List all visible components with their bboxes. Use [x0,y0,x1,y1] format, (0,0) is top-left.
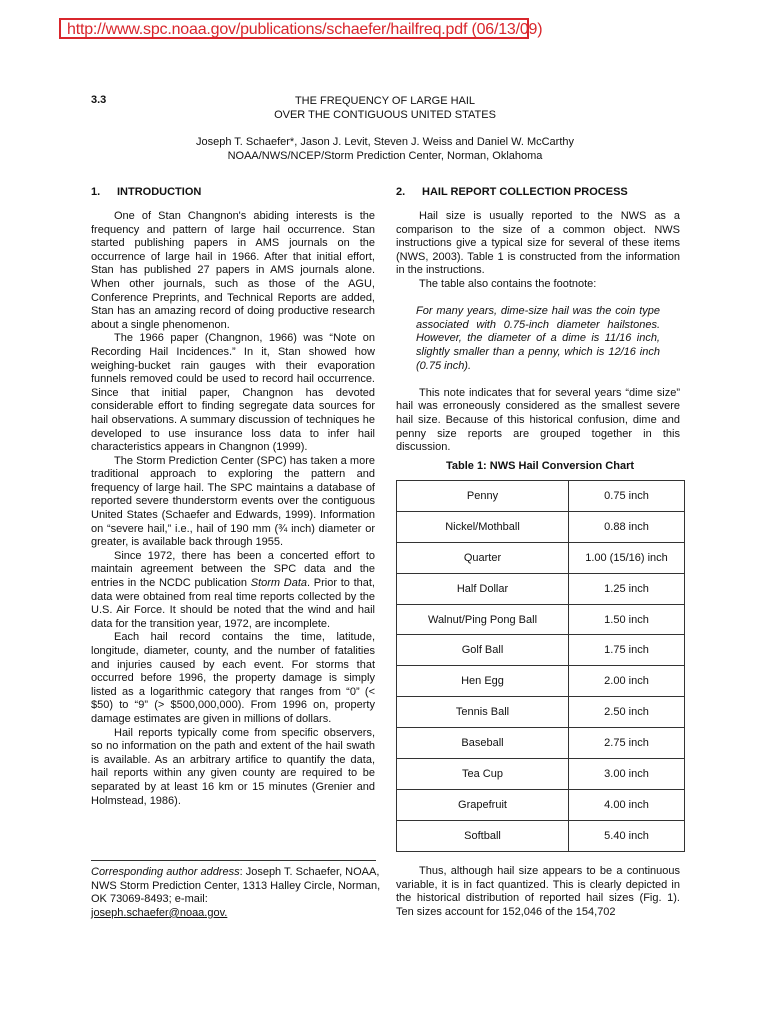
right-column-upper [396,210,680,455]
hail-object-cell: Walnut/Ping Pong Ball [397,604,569,635]
author-email-link[interactable]: joseph.schaefer@noaa.gov. [91,906,228,919]
hail-size-cell: 2.75 inch [569,728,685,759]
hail-size-cell: 0.88 inch [569,511,685,542]
intro-paragraph-6: Hail reports typically come from specific observers, so no information on the path and extent of the hail swath is available. As an arbitrary artifice to quantify the data, hail reports within any given county are required to be separated by at least 16 km or 15 minutes (Grenier and Holmstead, 1986). [91,726,375,807]
intro-paragraph-3: The Storm Prediction Center (SPC) has taken a more traditional approach to exploring the pattern and frequency of large hail. The SPC maintains a database of reported severe thunderstorm events over the contiguous United States (Schaefer and Edwards, 1999). Information on “severe hail,” i.e., hail of 190 mm (¾ inch) diameter or greater, is available back through 1955. [91,454,375,549]
author-affiliation: NOAA/NWS/NCEP/Storm Prediction Center, Norman, Oklahoma [227,150,543,162]
hail-object-cell: Hen Egg [397,666,569,697]
table-caption: Table 1: NWS Hail Conversion Chart [445,460,635,472]
collection-paragraph-4: Thus, although hail size appears to be a continuous variable, it is in fact quantized. This is clearly depicted in the historical distribution of reported hail sizes (Fig. 1). Ten sizes account for 152,046 of the 154,702 [396,865,680,918]
hail-object-cell: Tea Cup [397,759,569,790]
table-row [397,511,685,542]
hail-object-cell: Baseball [397,728,569,759]
paper-number: 3.3 [91,94,107,106]
collection-paragraph-3: This note indicates that for several years “dime size” hail was erroneously considered as the smallest severe hail size. Because of this historical confusion, dime and penny size reports are grouped together in this discussion. [396,386,680,454]
hail-size-cell: 4.00 inch [569,789,685,820]
url-stamp: http://www.spc.noaa.gov/publications/schaefer/hailfreq.pdf (06/13/09) [59,18,529,39]
intro-p4-end: . Prior to that, data were obtained from real time reports collected by the U.S. Air Force. It should be noted that the wind and hail data for the transition year, 1972, are incomplete. [91,577,375,630]
right-column-lower [396,865,680,919]
storm-data-italic: Storm Data [250,577,308,590]
intro-paragraph-4 [91,550,375,632]
table-row [397,573,685,604]
table-row [397,728,685,759]
footnote-quote: For many years, dime-size hail was the coin type associated with 0.75-inch diameter hailstones. However, the diameter of a dime is 11/16 inch, slightly smaller than a penny, which is 12/16 inch (0.75 inch). [416,305,660,372]
hail-object-cell: Penny [397,481,569,512]
hail-object-cell: Quarter [397,542,569,573]
table-row [397,604,685,635]
author-names: Joseph T. Schaefer*, Jason J. Levit, Steven J. Weiss and Daniel W. McCarthy [195,136,575,148]
section-2-number: 2. [396,186,406,198]
footnote-text: : Joseph T. Schaefer, NOAA, NWS Storm Prediction Center, 1313 Halley Circle, Norman, OK 73069-8493; e-mail: [91,866,381,906]
left-column [91,210,375,808]
hail-size-cell: 1.50 inch [569,604,685,635]
hail-object-cell: Golf Ball [397,635,569,666]
hail-object-cell: Nickel/Mothball [397,511,569,542]
table-row [397,635,685,666]
table-row [397,789,685,820]
hail-size-cell: 1.00 (15/16) inch [569,542,685,573]
footnote-divider [91,860,376,861]
intro-paragraph-1: One of Stan Changnon's abiding interests is the frequency and pattern of large hail occurrence. Stan started publishing papers in AMS journals on the occurrence of large hail in 1966. After that initial effort, Stan has published 27 papers in AMS journals alone. When other journals, such as those of the AGU, Conference Preprints, and Technical Reports are added, Stan has an amazing record of doing productive research about a single phenomenon. [91,210,375,331]
section-2-heading [396,186,628,198]
section-1-title: INTRODUCTION [117,186,202,198]
hail-size-cell: 2.50 inch [569,697,685,728]
title-line-2: OVER THE CONTIGUOUS UNITED STATES [274,109,496,121]
collection-paragraph-2: The table also contains the footnote: [419,277,597,290]
section-1-number: 1. [91,186,101,198]
hail-size-cell: 1.25 inch [569,573,685,604]
footnote-lead: Corresponding author address [91,866,240,878]
hail-size-cell: 2.00 inch [569,666,685,697]
table-row [397,542,685,573]
hail-object-cell: Half Dollar [397,573,569,604]
table-row [397,666,685,697]
footnote [91,866,391,920]
hail-object-cell: Softball [397,820,569,851]
table-row [397,697,685,728]
hail-size-cell: 3.00 inch [569,759,685,790]
table-row [397,481,685,512]
hail-size-cell: 0.75 inch [569,481,685,512]
table-row [397,820,685,851]
title-line-1: THE FREQUENCY OF LARGE HAIL [294,95,476,107]
table-row [397,759,685,790]
intro-paragraph-5: Each hail record contains the time, latitude, longitude, diameter, county, and the number of fatalities and injuries caused by each event. For storms that occurred before 1996, the property damage is simply listed as a logarithmic category that ranges from “0” (< $50) to “9” (> $500,000,000). From 1996 on, property damage estimates are given in millions of dollars. [91,631,375,725]
paper-title [180,94,590,122]
hail-object-cell: Tennis Ball [397,697,569,728]
intro-paragraph-2: The 1966 paper (Changnon, 1966) was “Note on Recording Hail Incidences.” In it, Stan showed how weighing-bucket rain gauges with their evaporation funnels removed could be used to record hail occurrence. Since that initial paper, Changnon has devoted considerable effort to finding segregate data sources for hail observations. A summary discussion of techniques he developed to use insurance loss data to infer hail characteristics appears in Changnon (1999). [91,332,375,454]
section-1-heading [91,186,201,198]
hail-object-cell: Grapefruit [397,789,569,820]
hail-conversion-table [396,480,685,852]
section-2-title: HAIL REPORT COLLECTION PROCESS [422,186,628,198]
hail-size-cell: 5.40 inch [569,820,685,851]
intro-p4-start: Since 1972, there has been a concerted effort to maintain agreement between the SPC data and the entries in the NCDC publication [91,549,375,590]
hail-size-cell: 1.75 inch [569,635,685,666]
author-block [120,135,650,163]
collection-paragraph-1: Hail size is usually reported to the NWS as a comparison to the size of a common object. NWS instructions give a typical size for several of these items (NWS, 2003). Table 1 is constructed from the information in the instructions. [396,210,680,277]
